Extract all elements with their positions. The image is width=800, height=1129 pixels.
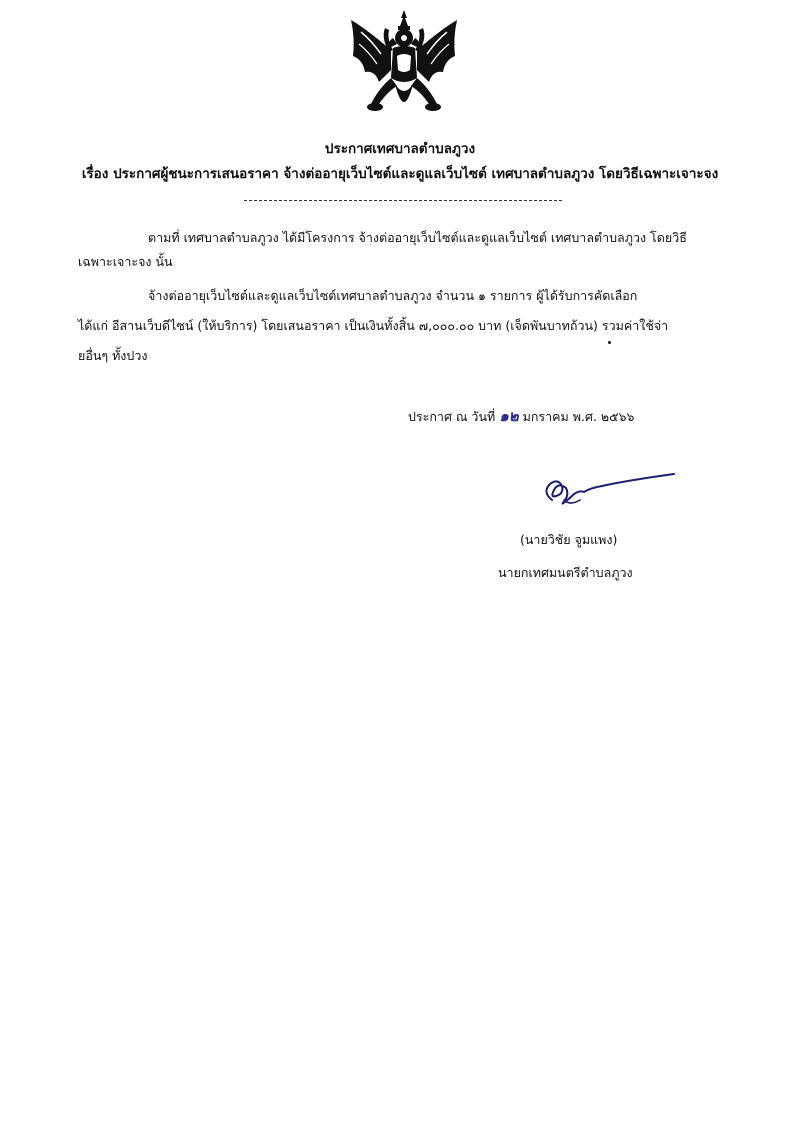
handwritten-signature <box>540 470 680 512</box>
garuda-emblem-icon <box>345 8 463 120</box>
paragraph-2-line-3: ยอื่นๆ ทั้งปวง <box>78 348 148 363</box>
signatory-position: นายกเทศมนตรีตำบลภูวง <box>498 565 633 580</box>
subject-line: เรื่อง ประกาศผู้ชนะการเสนอราคา จ้างต่ออายุเว็บไซต์และดูแลเว็บไซต์ เทศบาลตำบลภูวง โดยวิธีเฉพาะเจาะจง <box>81 166 719 182</box>
paragraph-2-line-1: จ้างต่ออายุเว็บไซต์และดูแลเว็บไซต์เทศบาลตำบลภูวง จำนวน ๑ รายการ ผู้ได้รับการคัดเลือก <box>148 288 638 303</box>
paragraph-1-line-2: เฉพาะเจาะจง นั้น <box>78 254 173 269</box>
paragraph-1-line-1: ตามที่ เทศบาลตำบลภูวง ได้มีโครงการ จ้างต่ออายุเว็บไซต์และดูแลเว็บไซต์ เทศบาลตำบลภูวง โดยวิธี <box>148 230 687 245</box>
date-day: ๑๒ <box>499 407 519 425</box>
page-title: ประกาศเทศบาลตำบลภูวง <box>324 141 476 157</box>
paragraph-2-line-2: ได้แก่ อีสานเว็บดีไซน์ (ให้บริการ) โดยเสนอราคา เป็นเงินทั้งสิ้น ๗,๐๐๐.๐๐ บาท (เจ็ดพันบาทถ้วน) รวมค่าใช้จ่า <box>78 318 669 333</box>
ink-dot <box>608 341 611 344</box>
divider <box>244 200 562 201</box>
announcement-date <box>408 404 634 428</box>
date-suffix: มกราคม พ.ศ. ๒๕๖๖ <box>522 409 635 424</box>
date-prefix: ประกาศ ณ วันที่ <box>408 409 496 424</box>
signatory-name: (นายวิชัย จูมแพง) <box>520 532 618 547</box>
